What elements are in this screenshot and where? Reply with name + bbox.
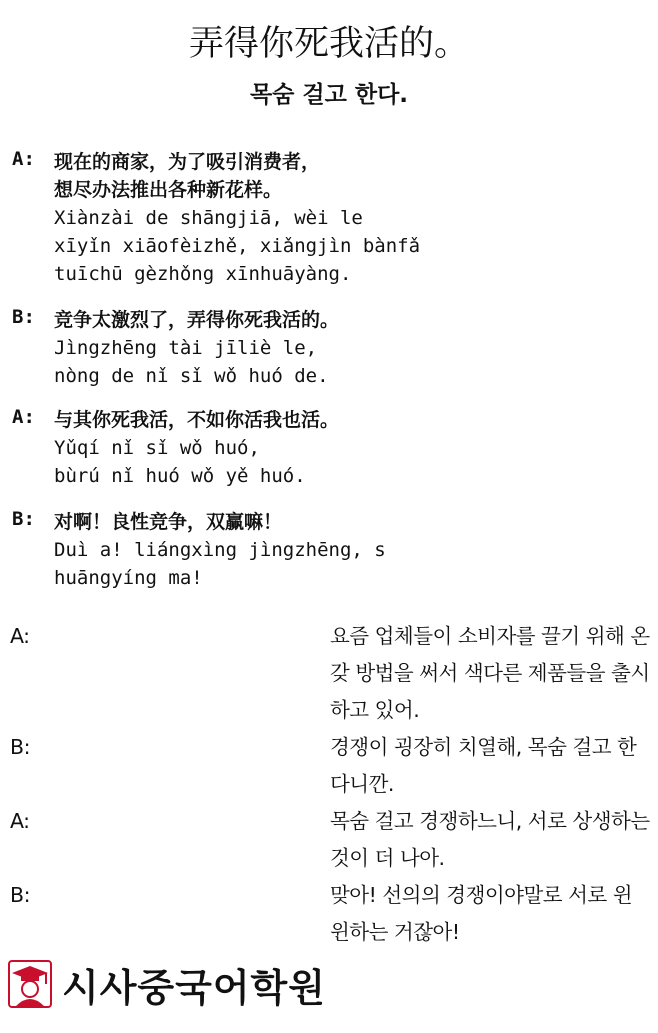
speaker-label: A:	[10, 624, 30, 648]
dialogue-a2	[12, 406, 652, 490]
speaker-label: B:	[12, 508, 35, 530]
pinyin-line: Xiànzài de shāngjiā, wèi le	[54, 207, 363, 229]
translation-row	[10, 877, 650, 951]
dialogue-b1	[12, 306, 652, 390]
pinyin-line: Yǔqí nǐ sǐ wǒ huó,	[54, 437, 260, 459]
translation-text: 맞아! 선의의 경쟁이야말로 서로 윈윈하는 거잖아!	[330, 883, 633, 944]
speaker-label: A:	[12, 148, 35, 170]
brand-logo	[8, 956, 326, 1012]
speaker-label: A:	[10, 809, 30, 833]
page-title: 弄得你死我活的。	[188, 24, 469, 64]
translation-text: 요즘 업체들이 소비자를 끌기 위해 온갖 방법을 써서 색다른 제품들을 출시하고 있어.	[330, 624, 650, 722]
pinyin-line: huāngyíng ma!	[54, 567, 203, 589]
pinyin-line: tuīchū gèzhǒng xīnhuāyàng.	[54, 263, 352, 285]
page-subtitle: 목숨 걸고 한다.	[249, 82, 409, 108]
speaker-label: B:	[10, 735, 30, 759]
translation-text: 목숨 걸고 경쟁하느니, 서로 상생하는 것이 더 나아.	[330, 809, 650, 870]
pinyin-line: bùrú nǐ huó wǒ yě huó.	[54, 465, 306, 487]
translation-row	[10, 803, 650, 877]
speaker-label: B:	[12, 306, 35, 328]
chinese-line: 对啊！良性竞争，双赢嘛！	[54, 511, 283, 533]
pinyin-line: Jìngzhēng tài jīliè le,	[54, 337, 318, 359]
pinyin-line: Duì a! liángxìng jìngzhēng, s	[54, 539, 386, 561]
chinese-line: 竞争太激烈了，弄得你死我活的。	[54, 309, 340, 331]
chinese-line: 想尽办法推出各种新花样。	[54, 179, 283, 201]
translation-row	[10, 618, 650, 729]
brand-name: 시사중국어학원	[62, 965, 326, 1010]
korean-translations	[10, 618, 650, 951]
translation-row	[10, 729, 650, 803]
pinyin-line: nòng de nǐ sǐ wǒ huó de.	[54, 365, 329, 387]
dialogue-a1	[12, 148, 652, 288]
graduate-emblem-icon	[8, 960, 52, 1008]
dialogue-b2	[12, 508, 652, 592]
speaker-label: B:	[10, 883, 30, 907]
speaker-label: A:	[12, 406, 35, 428]
chinese-line: 与其你死我活，不如你活我也活。	[54, 409, 340, 431]
chinese-line: 现在的商家，为了吸引消费者，	[54, 151, 321, 173]
pinyin-line: xīyǐn xiāofèizhě, xiǎngjìn bànfǎ	[54, 235, 421, 257]
translation-text: 경쟁이 굉장히 치열해, 목숨 걸고 한다니깐.	[330, 735, 637, 796]
